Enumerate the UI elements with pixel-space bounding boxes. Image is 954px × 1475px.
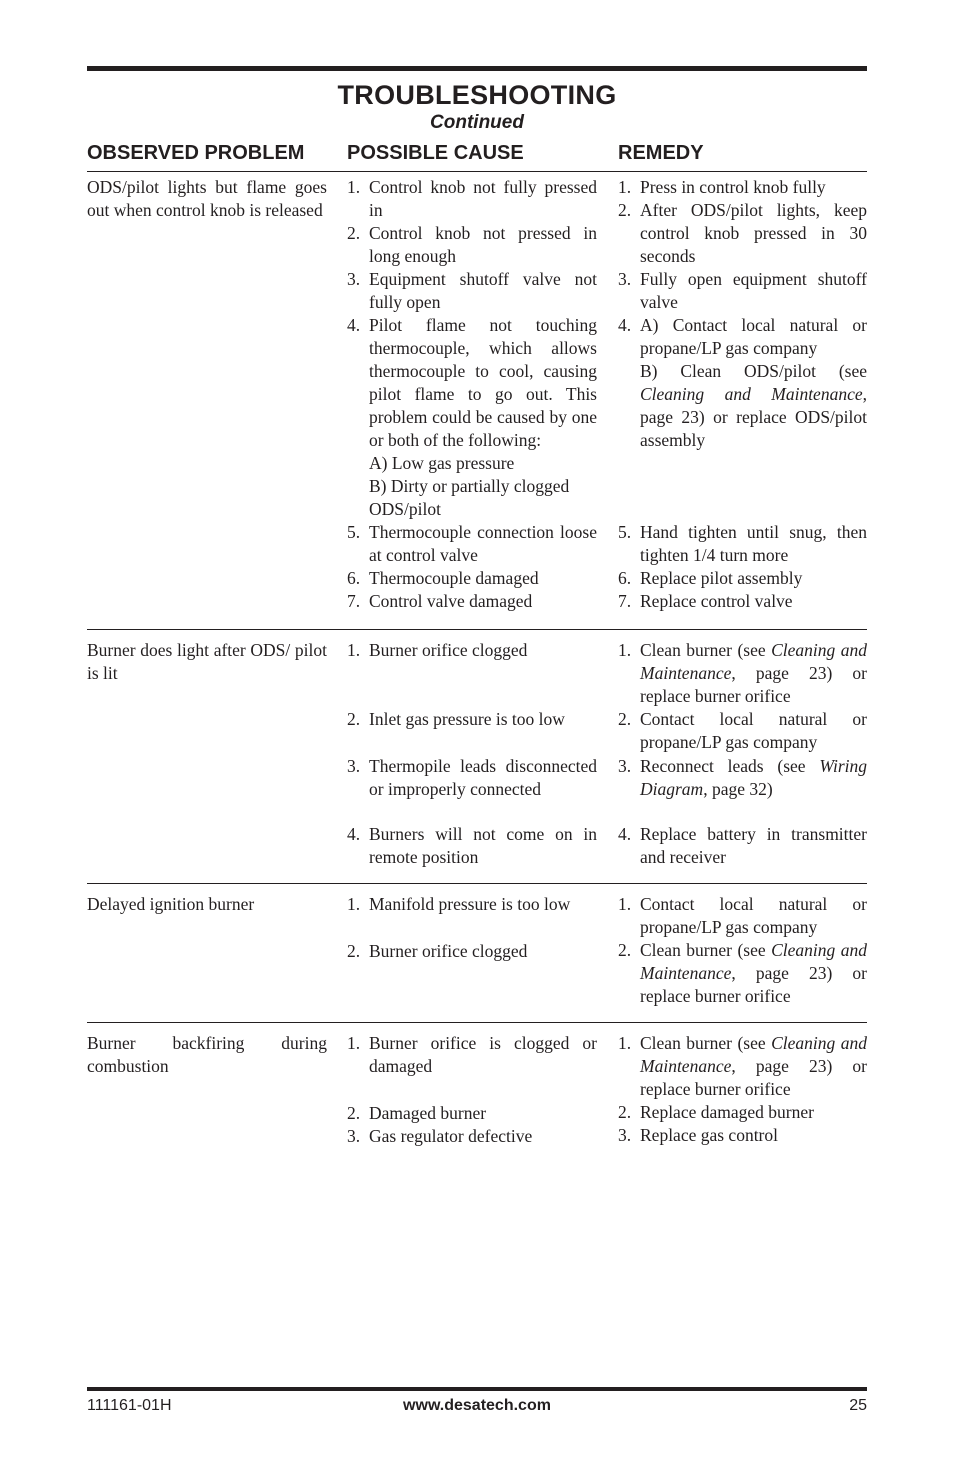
remedy-item xyxy=(618,590,867,613)
remedy-sub-b xyxy=(640,360,867,452)
cause-number: 3. xyxy=(347,1126,361,1146)
header-observed-problem: OBSERVED PROBLEM xyxy=(87,142,305,164)
cause-item xyxy=(347,1102,597,1125)
cause-number: 2. xyxy=(347,1103,361,1123)
row-4-causes xyxy=(347,1032,597,1148)
row-2-causes xyxy=(347,639,597,869)
top-rule xyxy=(87,66,867,71)
remedy-text: Contact local natural or propane/LP gas company xyxy=(640,894,867,937)
cause-number: 1. xyxy=(347,177,361,197)
remedy-text: Replace pilot assembly xyxy=(640,568,803,588)
remedy-number: 2. xyxy=(618,709,632,729)
row-divider xyxy=(87,629,867,630)
cause-number: 4. xyxy=(347,315,361,335)
row-1-problem: ODS/pilot lights but flame goes out when control knob is released xyxy=(87,177,327,220)
cause-item xyxy=(347,755,597,801)
remedy-sub-b-pre: B) Clean ODS/pilot (see xyxy=(640,361,867,381)
remedy-text-post: , page 23) or replace burner orifice xyxy=(640,1056,867,1099)
remedy-item xyxy=(618,893,867,939)
row-divider xyxy=(87,1022,867,1023)
cause-text: Control knob not pressed in long enough xyxy=(369,223,597,266)
remedy-number: 2. xyxy=(618,1102,632,1122)
remedy-sub-b-post: , page 23) or replace ODS/pilot assembly xyxy=(640,384,867,450)
remedy-item xyxy=(618,176,867,199)
row-divider xyxy=(87,883,867,884)
cause-item xyxy=(347,314,597,521)
cause-number: 1. xyxy=(347,1033,361,1053)
row-3-problem: Delayed ignition burner xyxy=(87,894,255,914)
website-link[interactable]: www.desatech.com xyxy=(403,1397,551,1414)
cause-sub-b: B) Dirty or partially clogged ODS/pilot xyxy=(369,476,570,519)
header-rule xyxy=(87,171,867,172)
remedy-text: Clean burner (see xyxy=(640,1033,772,1053)
remedy-item xyxy=(618,823,867,869)
page-number: 25 xyxy=(849,1397,867,1414)
remedy-text: Press in control knob fully xyxy=(640,177,826,197)
cause-number: 6. xyxy=(347,568,361,588)
remedy-reference: Cleaning and Maintenance xyxy=(640,1033,867,1076)
cause-text: Gas regulator defective xyxy=(369,1126,533,1146)
remedy-text: Clean burner (see xyxy=(640,940,772,960)
remedy-text: Contact local natural or propane/LP gas company xyxy=(640,709,867,752)
cause-item xyxy=(347,567,597,590)
document-number: 111161-01H xyxy=(87,1397,172,1414)
remedy-number: 1. xyxy=(618,177,632,197)
remedy-text: A) Contact local natural or propane/LP gas company xyxy=(640,315,867,358)
cause-number: 2. xyxy=(347,223,361,243)
cause-item xyxy=(347,1032,597,1078)
cause-text: Pilot flame not touching thermocouple, which allows thermocouple to cool, causing pilot flame to go out. This problem could be caused by one or both of the following: xyxy=(369,315,597,450)
header-remedy: REMEDY xyxy=(618,142,704,164)
remedy-item xyxy=(618,1124,867,1147)
remedy-reference: Cleaning and Maintenance xyxy=(640,640,867,683)
remedy-number: 5. xyxy=(618,522,632,542)
cause-item xyxy=(347,1125,597,1148)
cause-number: 7. xyxy=(347,591,361,611)
remedy-text: Hand tighten until snug, then tighten 1/4 turn more xyxy=(640,522,867,565)
cause-item xyxy=(347,521,597,567)
remedy-item xyxy=(618,199,867,268)
cause-text: Burners will not come on in remote position xyxy=(369,824,597,867)
remedy-reference: Cleaning and Maintenance xyxy=(640,940,867,983)
remedy-item xyxy=(618,1032,867,1101)
cause-number: 3. xyxy=(347,756,361,776)
row-2-remedies xyxy=(618,639,867,869)
cause-text: Thermopile leads disconnected or improperly connected xyxy=(369,756,597,799)
cause-text: Control valve damaged xyxy=(369,591,533,611)
remedy-number: 1. xyxy=(618,1033,632,1053)
remedy-number: 2. xyxy=(618,940,632,960)
cause-text: Burner orifice clogged xyxy=(369,941,528,961)
cause-number: 3. xyxy=(347,269,361,289)
page-subtitle: Continued xyxy=(430,112,524,133)
cause-item xyxy=(347,708,597,731)
remedy-text: Replace gas control xyxy=(640,1125,779,1145)
cause-text: Control knob not fully pressed in xyxy=(369,177,597,220)
cause-item xyxy=(347,639,597,662)
remedy-text: Replace control valve xyxy=(640,591,793,611)
row-3-remedies xyxy=(618,893,867,1008)
cause-number: 5. xyxy=(347,522,361,542)
remedy-text: Clean burner (see xyxy=(640,640,772,660)
cause-item xyxy=(347,823,597,869)
row-1-remedies xyxy=(618,176,867,613)
cause-item xyxy=(347,222,597,268)
remedy-item xyxy=(618,268,867,314)
row-2-problem: Burner does light after ODS/ pilot is lit xyxy=(87,640,327,683)
manual-page xyxy=(87,0,867,1475)
remedy-item xyxy=(618,639,867,708)
remedy-reference: Wiring Diagram xyxy=(640,756,867,799)
remedy-number: 3. xyxy=(618,1125,632,1145)
remedy-text: Fully open equipment shutoff valve xyxy=(640,269,867,312)
cause-number: 2. xyxy=(347,709,361,729)
bottom-rule xyxy=(87,1387,867,1391)
remedy-item xyxy=(618,1101,867,1124)
remedy-number: 3. xyxy=(618,756,632,776)
page-title: TROUBLESHOOTING xyxy=(337,80,617,110)
cause-item xyxy=(347,590,597,613)
cause-number: 4. xyxy=(347,824,361,844)
cause-number: 2. xyxy=(347,941,361,961)
remedy-item xyxy=(618,755,867,801)
remedy-text-post: , page 23) or replace burner orifice xyxy=(640,663,867,706)
remedy-text: Replace damaged burner xyxy=(640,1102,814,1122)
remedy-text: After ODS/pilot lights, keep control knob pressed in 30 seconds xyxy=(640,200,867,266)
remedy-sub-b-reference: Cleaning and Maintenance xyxy=(640,384,863,404)
remedy-number: 2. xyxy=(618,200,632,220)
remedy-item xyxy=(618,939,867,1008)
cause-text: Burner orifice is clogged or damaged xyxy=(369,1033,597,1076)
remedy-number: 4. xyxy=(618,824,632,844)
cause-text: Inlet gas pressure is too low xyxy=(369,709,565,729)
remedy-number: 7. xyxy=(618,591,632,611)
cause-item xyxy=(347,176,597,222)
cause-text: Burner orifice clogged xyxy=(369,640,528,660)
row-4-problem: Burner backfiring during combustion xyxy=(87,1033,327,1076)
cause-text: Thermocouple damaged xyxy=(369,568,539,588)
row-1-causes xyxy=(347,176,597,613)
remedy-item xyxy=(618,521,867,567)
remedy-item xyxy=(618,314,867,452)
remedy-number: 4. xyxy=(618,315,632,335)
remedy-text-post: , page 32) xyxy=(703,779,773,799)
cause-text: Thermocouple connection loose at control valve xyxy=(369,522,597,565)
cause-number: 1. xyxy=(347,640,361,660)
cause-item xyxy=(347,940,597,963)
remedy-text: Reconnect leads (see xyxy=(640,756,820,776)
row-3-causes xyxy=(347,893,597,963)
remedy-item xyxy=(618,567,867,590)
header-possible-cause: POSSIBLE CAUSE xyxy=(347,142,524,164)
remedy-number: 3. xyxy=(618,269,632,289)
row-4-remedies xyxy=(618,1032,867,1147)
remedy-text: Replace battery in transmitter and receiver xyxy=(640,824,867,867)
cause-item xyxy=(347,893,597,916)
remedy-text-post: , page 23) or replace burner orifice xyxy=(640,963,867,1006)
remedy-number: 1. xyxy=(618,640,632,660)
cause-text: Equipment shutoff valve not fully open xyxy=(369,269,597,312)
cause-number: 1. xyxy=(347,894,361,914)
remedy-number: 6. xyxy=(618,568,632,588)
cause-item xyxy=(347,268,597,314)
cause-text: Manifold pressure is too low xyxy=(369,894,571,914)
remedy-number: 1. xyxy=(618,894,632,914)
cause-text: Damaged burner xyxy=(369,1103,487,1123)
remedy-item xyxy=(618,708,867,754)
cause-sub-a: A) Low gas pressure xyxy=(369,453,515,473)
